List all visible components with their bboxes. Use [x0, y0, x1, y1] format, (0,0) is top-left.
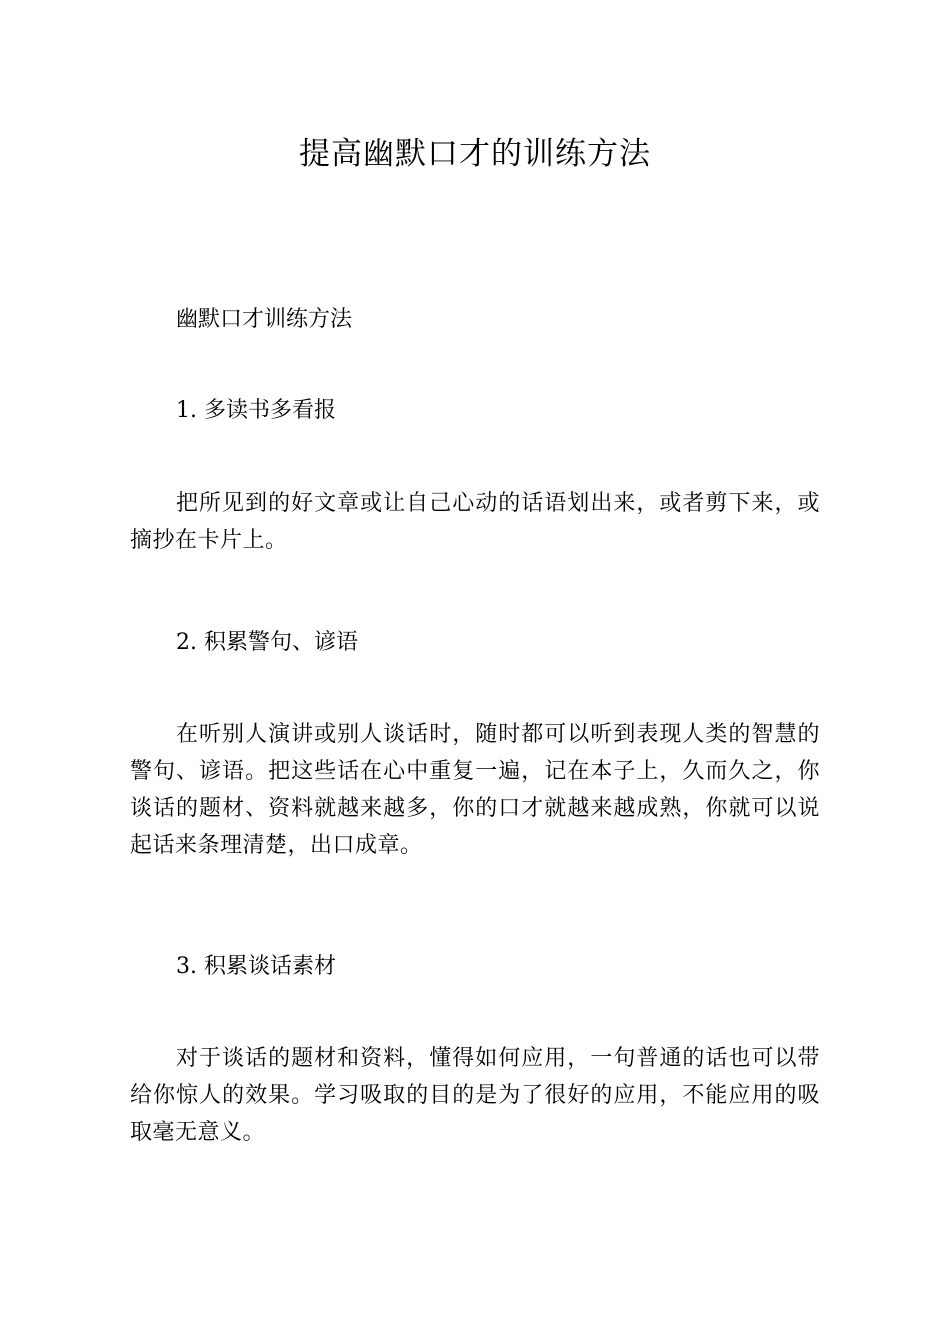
item-paragraph-2: 在听别人演讲或别人谈话时，随时都可以听到表现人类的智慧的警句、谚语。把这些话在心中重复一遍，记在本子上，久而久之，你谈话的题材、资料就越来越多，你的口才就越来越成熟，你就可以说起话来条理清楚，出口成章。	[130, 722, 820, 858]
item-heading-1: 1. 多读书多看报	[176, 398, 336, 423]
item-heading-3: 3. 积累谈话素材	[176, 954, 336, 979]
document-title: 提高幽默口才的训练方法	[299, 136, 651, 172]
item-paragraph-3: 对于谈话的题材和资料，懂得如何应用，一句普通的话也可以带给你惊人的效果。学习吸取的目的是为了很好的应用，不能应用的吸取毫无意义。	[130, 1046, 820, 1145]
section-heading: 幽默口才训练方法	[176, 307, 353, 332]
item-paragraph-1: 把所见到的好文章或让自己心动的话语划出来，或者剪下来，或摘抄在卡片上。	[130, 491, 820, 553]
item-heading-2: 2. 积累警句、谚语	[176, 630, 358, 655]
